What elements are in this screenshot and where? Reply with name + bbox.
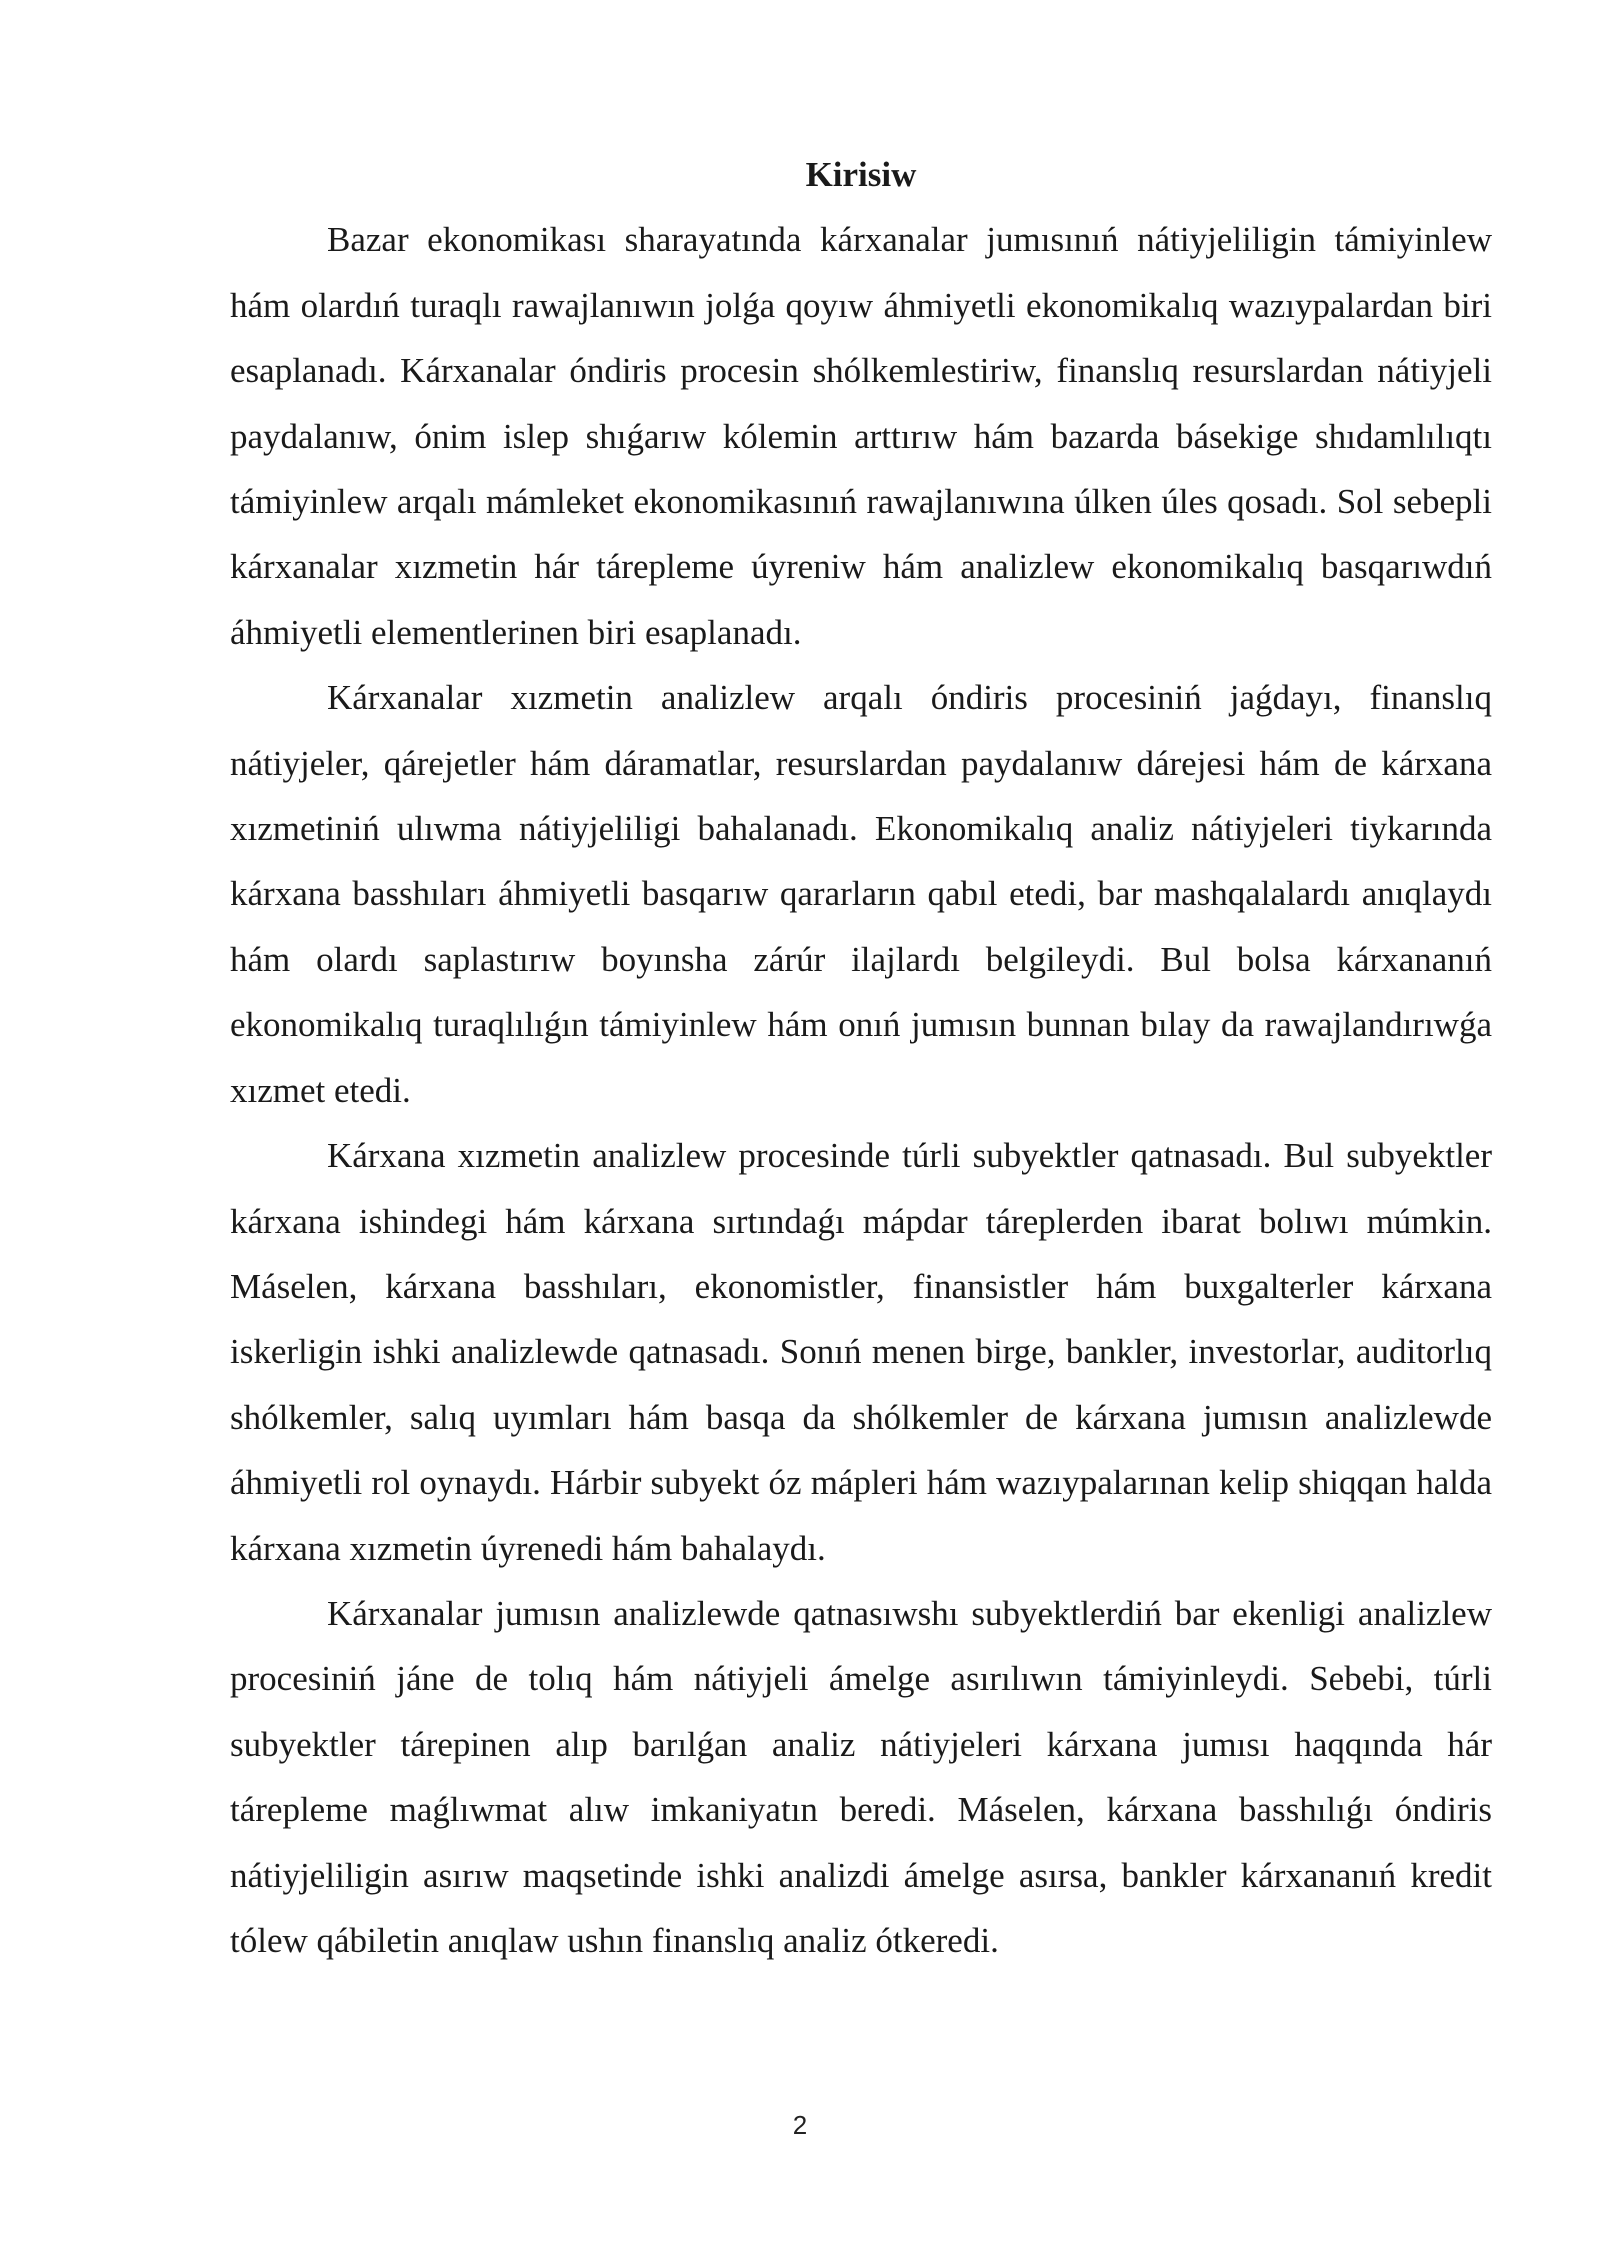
paragraph-2: Kárxanalar xızmetin analizlew arqalı óndiris procesiniń jaǵdayı, finanslıq nátiyjeler, qárejetler hám dáramatlar, resurslardan paydalanıw dárejesi hám de kárxana xızmetiniń ulıwma nátiyjeliligi bahalanadı. Ekonomikalıq analiz nátiyjeleri tiykarında kárxana basshıları áhmiyetli basqarıw qararların qabıl etedi, bar mashqalalardı anıqlaydı hám olardı saplastırıw boyınsha zárúr ilajlardı belgileydi. Bul bolsa kárxananıń ekonomikalıq turaqlılıǵın támiyinlew hám onıń jumısın bunnan bılay da rawajlandırıwǵa xızmet etedi. <box>230 678 1492 1110</box>
section-title: Kirisiw <box>805 155 917 194</box>
paragraph-4: Kárxanalar jumısın analizlewde qatnasıwshı subyektlerdiń bar ekenligi analizlew procesiniń jáne de tolıq hám nátiyjeli ámelge asırılıwın támiyinleydi. Sebebi, túrli subyektler tárepinen alıp barılǵan analiz nátiyjeleri kárxana jumısı haqqında hár tárepleme maǵlıwmat alıw imkaniyatın beredi. Máselen, kárxana basshılıǵı óndiris nátiyjeliligin asırıw maqsetinde ishki analizdi ámelge asırsa, bankler kárxananıń kredit tólew qábiletin anıqlaw ushın finanslıq analiz ótkeredi. <box>230 1593 1492 1960</box>
paragraph-1: Bazar ekonomikası sharayatında kárxanalar jumısınıń nátiyjeliligin támiyinlew hám olardıń turaqlı rawajlanıwın jolǵa qoyıw áhmiyetli ekonomikalıq wazıypalardan biri esaplanadı. Kárxanalar óndiris procesin shólkemlestiriw, finanslıq resurslardan nátiyjeli paydalanıw, ónim islep shıǵarıw kólemin arttırıw hám bazarda básekige shıdamlılıqtı támiyinlew arqalı mámleket ekonomikasınıń rawajlanıwına úlken úles qosadı. Sol sebepli kárxanalar xızmetin hár tárepleme úyreniw hám analizlew ekonomikalıq basqarıwdıń áhmiyetli elementlerinen biri esaplanadı. <box>230 220 1492 652</box>
paragraph-3: Kárxana xızmetin analizlew procesinde túrli subyektler qatnasadı. Bul subyektler kárxana ishindegi hám kárxana sırtındaǵı mápdar tárеplerden ibarat bolıwı múmkin. Máselen, kárxana basshıları, ekonomistler, finansistler hám buxgalterler kárxana iskerligin ishki analizlewde qatnasadı. Sonıń menen birge, bankler, investorlar, auditorlıq shólkemler, salıq uyımları hám basqa da shólkemler de kárxana jumısın analizlewde áhmiyetli rol oynaydı. Hárbir subyekt óz mápleri hám wazıypalarınan kelip shiqqan halda kárxana xızmetin úyrenedi hám bahalaydı. <box>230 1136 1492 1568</box>
document-body <box>230 142 1492 1973</box>
page-number: 2 <box>792 2110 808 2140</box>
